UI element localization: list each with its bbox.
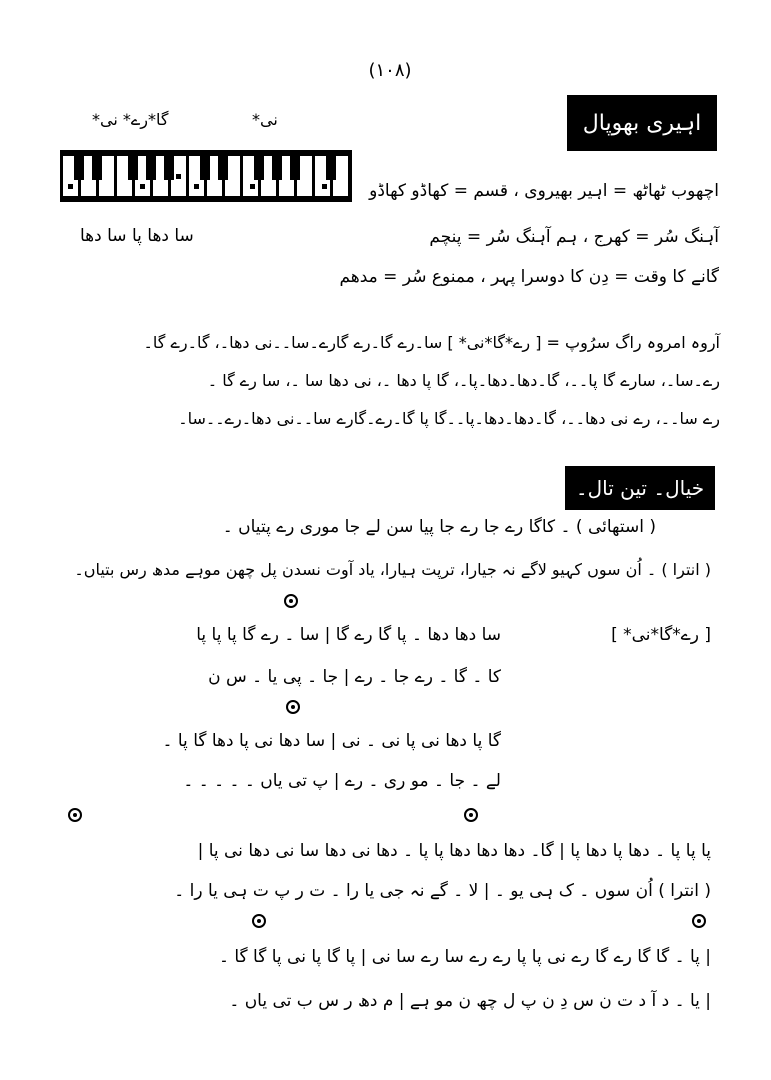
antara-text: ( انترا ) ۔ اُن سوں کہیو لاگے نہ جیارا، ترپت ہیارا، یاد آوت نسدن پل چھن موہے مدھ رس بتیاں۔ <box>74 560 711 579</box>
keyboard-note-left: نی* <box>252 110 278 129</box>
keyboard-note-right: گا*رے* نی* <box>92 110 169 129</box>
raag-title: اہیری بھوپال <box>567 95 717 151</box>
piano-keyboard-icon <box>60 150 352 202</box>
tal-marker: [ رے*گا*نی* ] <box>611 625 711 645</box>
info-thaat: اچھوب ٹھاٹھ = اہیر بھیروی ، قسم = کھاڈو کھاڈو <box>369 181 719 201</box>
notation-row: | یا ۔ د آ د ت ن س دِ ن پ ل چھ ن مو ہے | م دھ ر س ب تی یاں ۔ <box>229 991 711 1011</box>
info-time: گانے کا وقت = دِن کا دوسرا پہر ، ممنوع سُر = مدھم <box>339 267 719 287</box>
notation-row: لے ۔ جا ۔ مو ری ۔ رے | پ تی یاں ۔ ۔ ۔ ۔ ۔ <box>183 771 501 791</box>
sam-marker-icon <box>692 914 706 928</box>
notation-row: ( انترا ) اُن سوں ۔ ک ہی یو ۔ | لا ۔ گے نہ جی یا را ۔ ت ر پ ت ہی یا را ۔ <box>174 881 711 901</box>
aroh-line-2: رے۔سا۔، سارے گا پا۔۔، گا۔دھا۔دھا۔پا۔، گا پا دھا ۔، نی دھا سا ۔، سا رے گا ۔ <box>207 371 720 390</box>
page-number: (۱۰۸) <box>368 60 412 81</box>
notation-row: | پا ۔ گا گا رے گا رے نی پا پا رے رے سا رے سا نی | پا گا پا نی پا گا گا ۔ <box>219 947 711 967</box>
info-notation: سا دھا پا سا دھا <box>80 226 194 246</box>
notation-row: سا دھا دھا ۔ پا گا رے گا | سا ۔ رے گا پا پا پا <box>196 625 501 645</box>
notation-row: گا پا دھا نی پا نی ۔ نی | سا دھا نی پا دھا گا پا ۔ <box>162 731 501 751</box>
khayal-title: خیال۔ تین تال۔ <box>565 466 715 510</box>
notation-row: پا پا پا ۔ دھا پا دھا پا | گا۔ دھا دھا دھا پا پا ۔ دھا نی دھا سا نی دھا نی پا | <box>197 841 711 861</box>
sam-marker-icon <box>464 808 478 822</box>
notation-row: کا ۔ گا ۔ رے جا ۔ رے | جا ۔ پی یا ۔ س ن <box>208 667 501 687</box>
aroh-line-3: رے سا۔۔، رے نی دھا۔۔، گا۔دھا۔دھا۔پا۔۔گا پا گا۔رے۔گارے سا۔۔نی دھا۔رے۔۔سا۔ <box>178 409 720 428</box>
sam-marker-icon <box>286 700 300 714</box>
keyboard-notes <box>72 110 302 140</box>
sam-marker-icon <box>284 594 298 608</box>
sam-marker-icon <box>68 808 82 822</box>
info-vadi: آہنگ سُر = کھرج ، ہم آہنگ سُر = پنچم <box>429 227 719 247</box>
sam-marker-icon <box>252 914 266 928</box>
aroh-line-1: آروہ امروہ راگ سرُوپ = [ رے*گا*نی* ] سا۔رے گا۔رے گارے۔سا۔۔نی دھا۔، گا۔رے گا۔ <box>143 333 720 352</box>
asthai-text: ( استھائی ) ۔ کاگا رے جا رے جا پیا سن لے جا موری رے پتیاں ۔ <box>222 517 656 537</box>
